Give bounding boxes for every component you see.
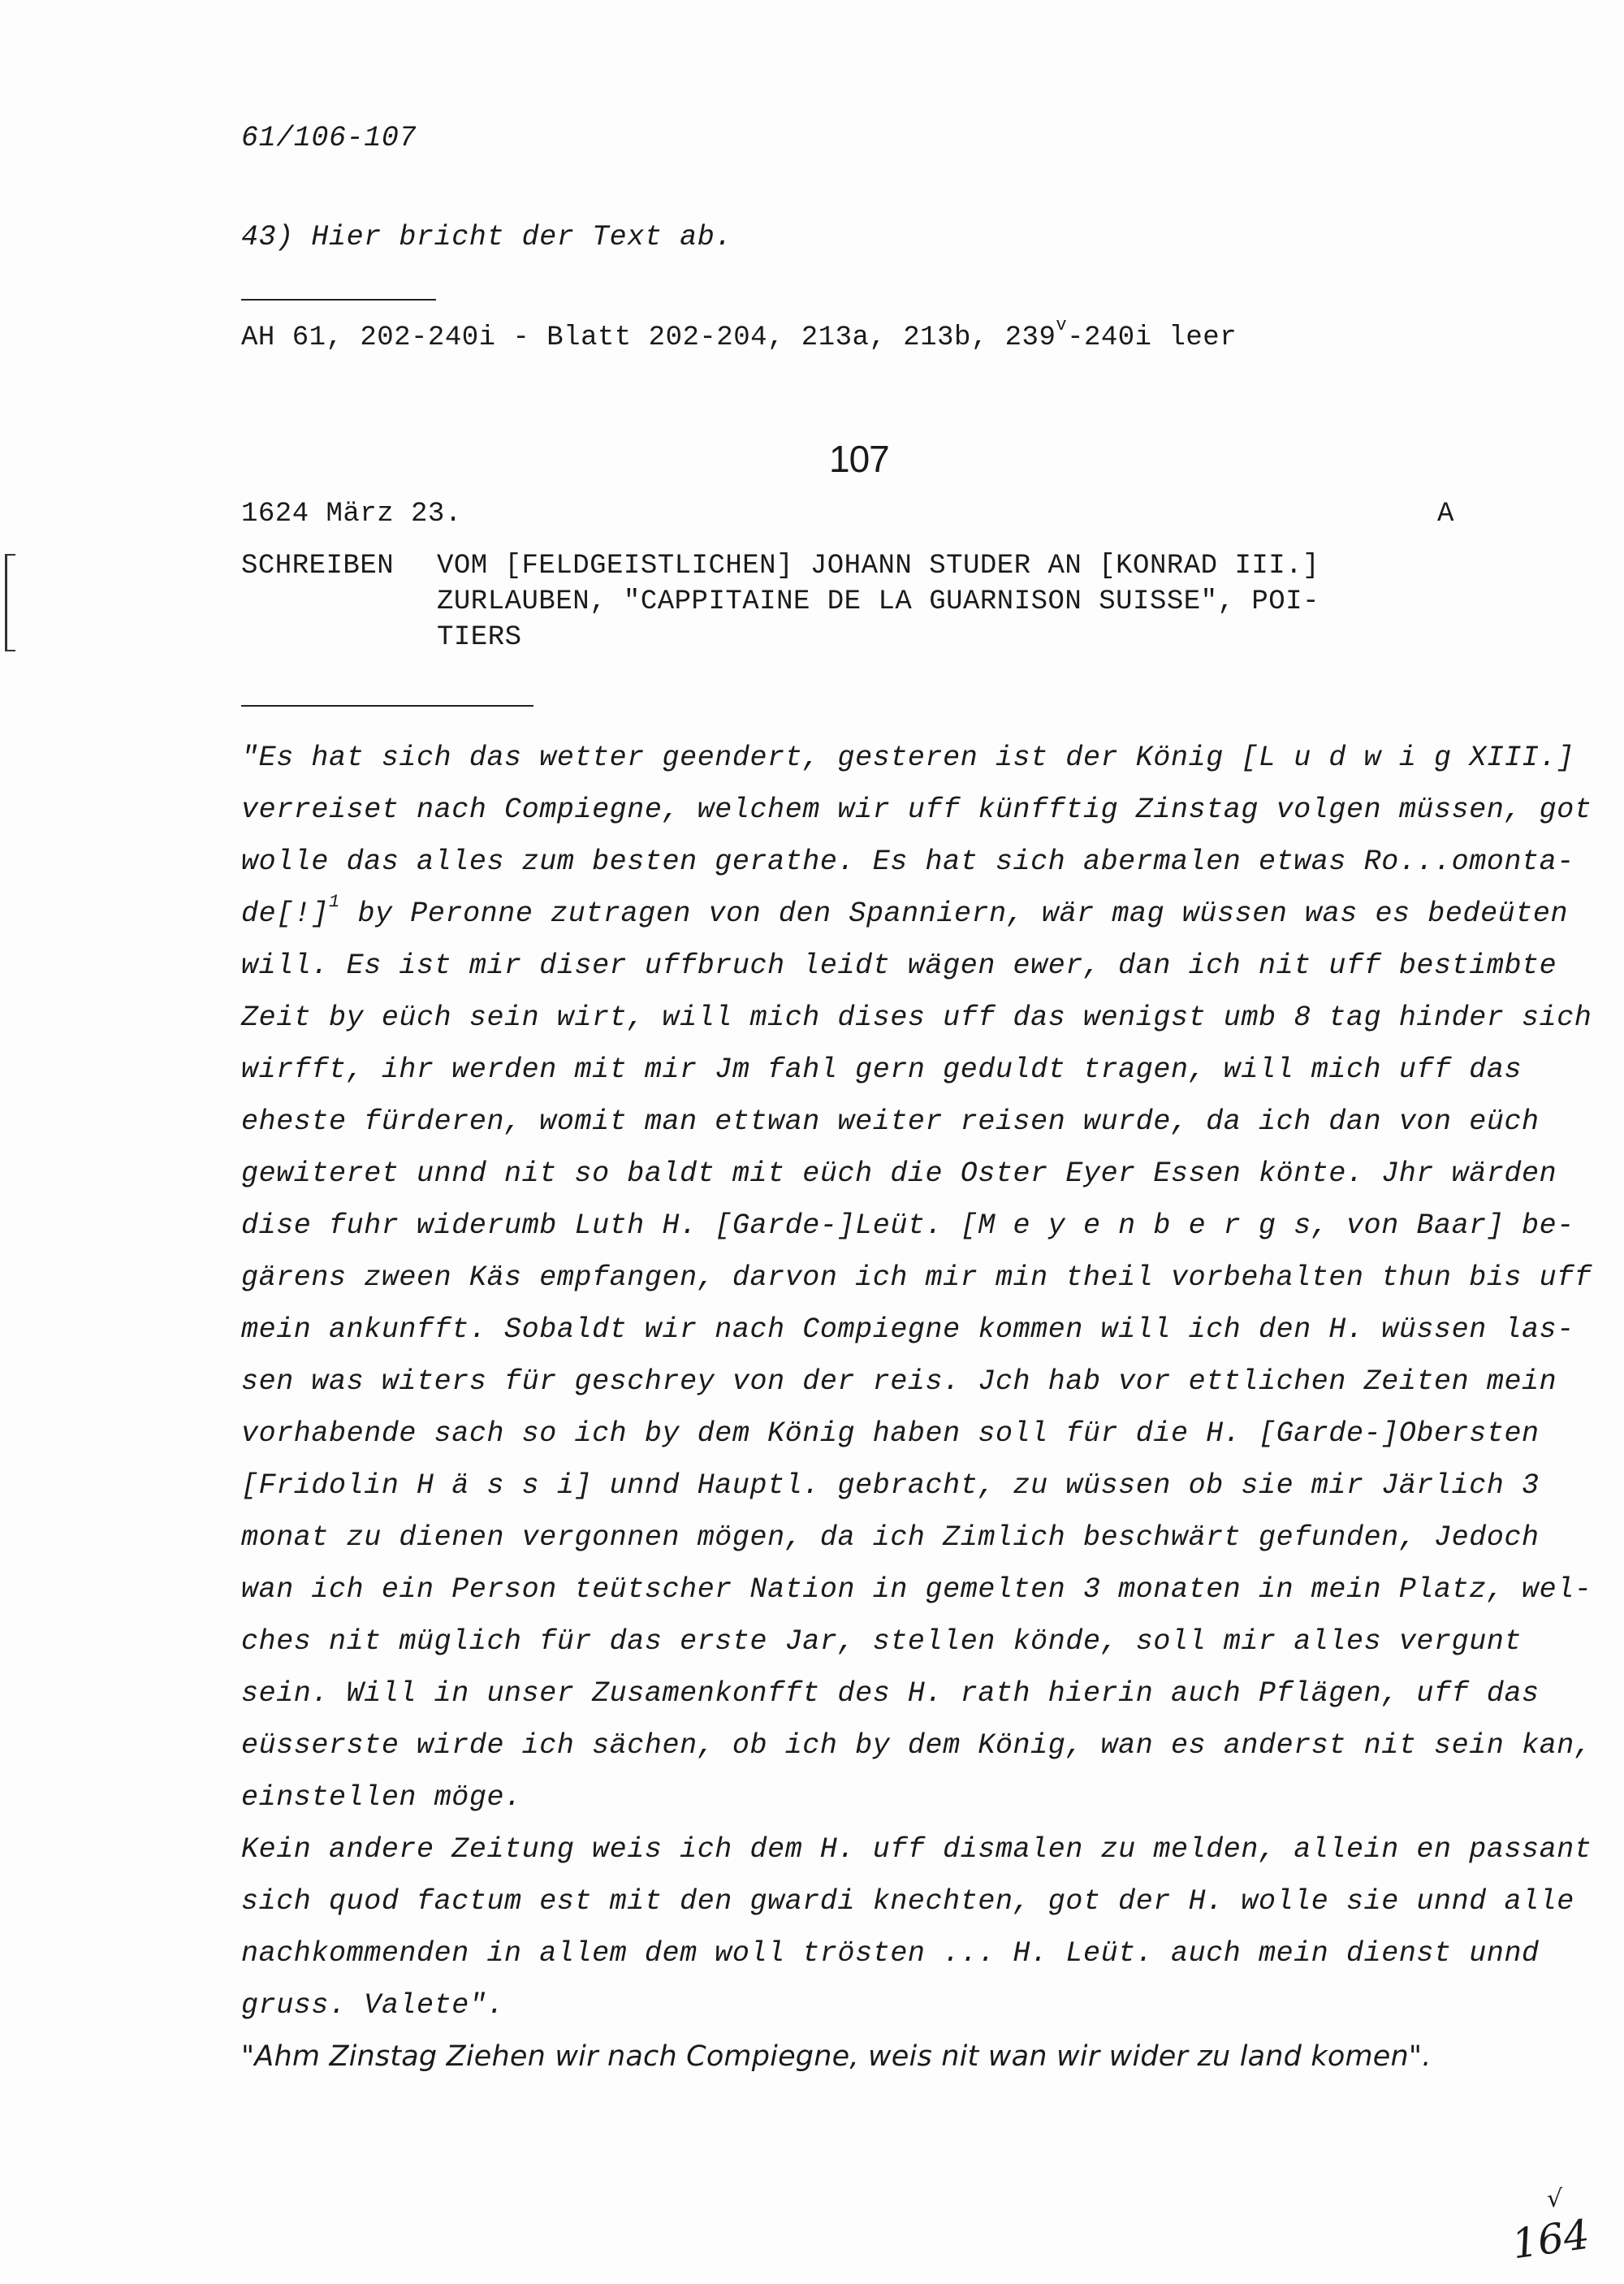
document-number: 107	[829, 438, 889, 480]
footnote-marker: 1	[329, 892, 340, 912]
body-line: nachkommenden in allem dem woll trösten ... H. Leüt. auch mein dienst unnd	[241, 1937, 1540, 1970]
body-line: wirfft, ihr werden mit mir Jm fahl gern geduldt tragen, will mich uff das	[241, 1053, 1522, 1086]
check-mark: √	[1547, 2185, 1563, 2213]
body-line: einstellen möge.	[241, 1781, 522, 1814]
body-line	[241, 892, 1569, 930]
document-date: 1624 März 23.	[241, 499, 462, 530]
body-line-prefix: de[!]	[241, 898, 330, 930]
body-line: ches nit müglich für das erste Jar, stellen könde, soll mir alles vergunt	[241, 1625, 1522, 1658]
document-category: A	[1437, 499, 1454, 530]
footnote-text: 43) Hier bricht der Text ab.	[241, 221, 732, 253]
title-line: VOM [FELDGEISTLICHEN] JOHANN STUDER AN [KONRAD III.]	[437, 551, 1320, 582]
closing-quote-line: "Ahm Zinstag Ziehen wir nach Compiegne, weis nit wan wir wider zu land komen".	[241, 2040, 1432, 2073]
title-line: TIERS	[437, 622, 522, 653]
body-line: dise fuhr widerumb Luth H. [Garde-]Leüt. [M e y e n b e r g s, von Baar] be-	[241, 1209, 1574, 1242]
body-line: will. Es ist mir diser uffbruch leidt wägen ewer, dan ich nit uff bestimbte	[241, 950, 1557, 982]
body-line: wolle das alles zum besten gerathe. Es hat sich abermalen etwas Ro...omonta-	[241, 846, 1574, 878]
source-superscript: v	[1056, 315, 1068, 335]
body-line: Kein andere Zeitung weis ich dem H. uff dismalen zu melden, allein en passant	[241, 1833, 1592, 1866]
body-line: [Fridolin H ä s s i] unnd Hauptl. gebracht, zu wüssen ob sie mir Järlich 3	[241, 1469, 1540, 1502]
body-line: verreiset nach Compiegne, welchem wir uff künfftig Zinstag volgen müssen, got	[241, 794, 1592, 826]
body-line: Zeit by eüch sein wirt, will mich dises uff das wenigst umb 8 tag hinder sich	[241, 1001, 1592, 1034]
body-line: gewiteret unnd nit so baldt mit eüch die Oster Eyer Essen könte. Jhr wärden	[241, 1157, 1557, 1190]
body-line: sich quod factum est mit den gwardi knechten, got der H. wolle sie unnd alle	[241, 1885, 1574, 1918]
source-suffix: -240i leer	[1067, 322, 1237, 353]
title-line: ZURLAUBEN, "CAPPITAINE DE LA GUARNISON SUISSE", POI-	[437, 586, 1320, 617]
title-label: SCHREIBEN	[241, 551, 395, 582]
reference-number: 61/106-107	[241, 122, 417, 154]
body-line: gruss. Valete".	[241, 1989, 505, 2022]
margin-bracket	[5, 554, 15, 651]
heading-rule	[241, 705, 533, 707]
body-line-rest: by Peronne zutragen von den Spanniern, wär mag wüssen was es bedeüten	[357, 898, 1569, 930]
source-line	[241, 315, 1237, 353]
footnote-rule	[241, 299, 436, 301]
handwritten-page-number: 164	[1509, 2210, 1593, 2269]
body-line: mein ankunfft. Sobaldt wir nach Compiegne kommen will ich den H. wüssen las-	[241, 1313, 1574, 1346]
body-line: sein. Will in unser Zusamenkonfft des H. rath hierin auch Pflägen, uff das	[241, 1677, 1540, 1710]
body-line: monat zu dienen vergonnen mögen, da ich Zimlich beschwärt gefunden, Jedoch	[241, 1521, 1540, 1554]
body-line: eheste fürderen, womit man ettwan weiter reisen wurde, da ich dan von eüch	[241, 1105, 1540, 1138]
body-line: wan ich ein Person teütscher Nation in gemelten 3 monaten in mein Platz, wel-	[241, 1573, 1592, 1606]
body-line: sen was witers für geschrey von der reis. Jch hab vor ettlichen Zeiten mein	[241, 1365, 1557, 1398]
body-line: vorhabende sach so ich by dem König haben soll für die H. [Garde-]Obersten	[241, 1417, 1540, 1450]
body-line: "Es hat sich das wetter geendert, gesteren ist der König [L u d w i g XIII.]	[241, 742, 1574, 774]
body-line: eüsserste wirde ich sächen, ob ich by dem König, wan es anderst nit sein kan,	[241, 1729, 1592, 1762]
source-prefix: AH 61, 202-240i - Blatt 202-204, 213a, 213b, 239	[241, 322, 1056, 353]
body-line: gärens zween Käs empfangen, darvon ich mir min theil vorbehalten thun bis uff	[241, 1261, 1592, 1294]
